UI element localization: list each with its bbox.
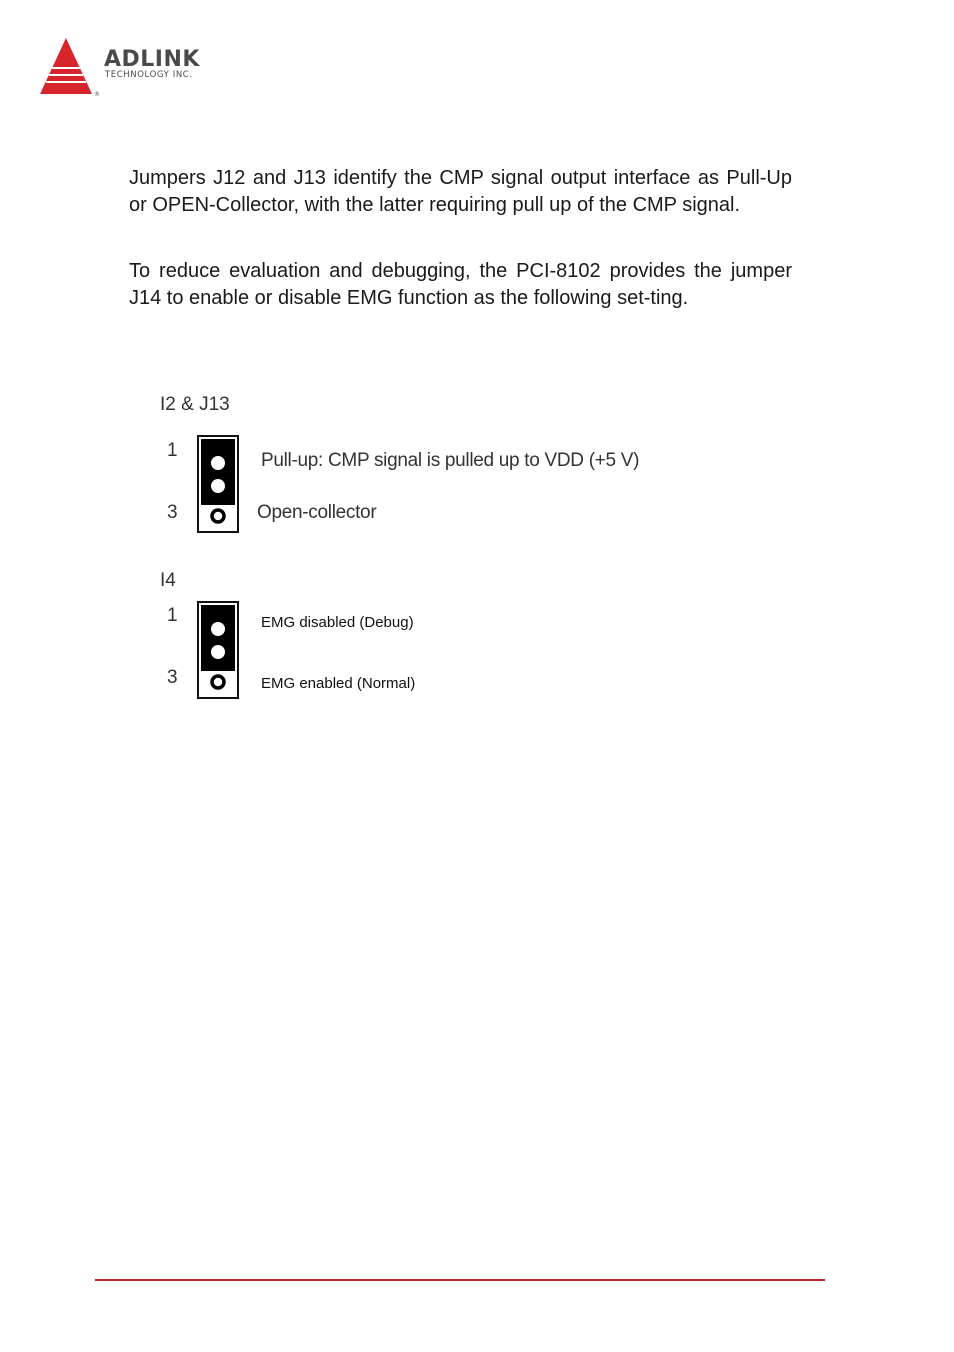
adlink-triangle-icon <box>38 36 102 98</box>
brand-name: ADLINK <box>104 47 200 72</box>
registered-mark: ® <box>94 91 100 98</box>
adlink-logo <box>38 36 238 100</box>
paragraph-emg-jumper: To reduce evaluation and debugging, the PCI-8102 provides the jumper J14 to enable or disable EMG function as the following set-ting. <box>129 260 792 309</box>
brand-subtitle: TECHNOLOGY INC. <box>105 70 193 80</box>
jumper-j12-j13-pullup-label: Pull-up: CMP signal is pulled up to VDD (+5 V) <box>261 450 640 471</box>
footer-divider <box>95 1279 825 1281</box>
jumper-j14-diagram <box>197 601 239 699</box>
jumper-j14-emg-enabled-label: EMG enabled (Normal) <box>261 675 416 692</box>
jumper-j14-pin-3: 3 <box>167 667 178 688</box>
jumper-j12-j13-pin-1: 1 <box>167 440 178 461</box>
jumper-j12-j13-diagram <box>197 435 239 533</box>
jumper-j12-j13-pin-3: 3 <box>167 502 178 523</box>
paragraph-cmp-interface: Jumpers J12 and J13 identify the CMP signal output interface as Pull-Up or OPEN-Collector, with the latter requiring pull up of the CMP signal. <box>129 167 792 216</box>
jumper-j14-emg-disabled-label: EMG disabled (Debug) <box>261 614 414 631</box>
jumper-j12-j13-title: I2 & J13 <box>160 394 230 415</box>
jumper-j14-title: I4 <box>160 570 176 591</box>
jumper-j12-j13-open-collector-label: Open-collector <box>257 502 377 523</box>
jumper-j14-pin-1: 1 <box>167 605 178 626</box>
